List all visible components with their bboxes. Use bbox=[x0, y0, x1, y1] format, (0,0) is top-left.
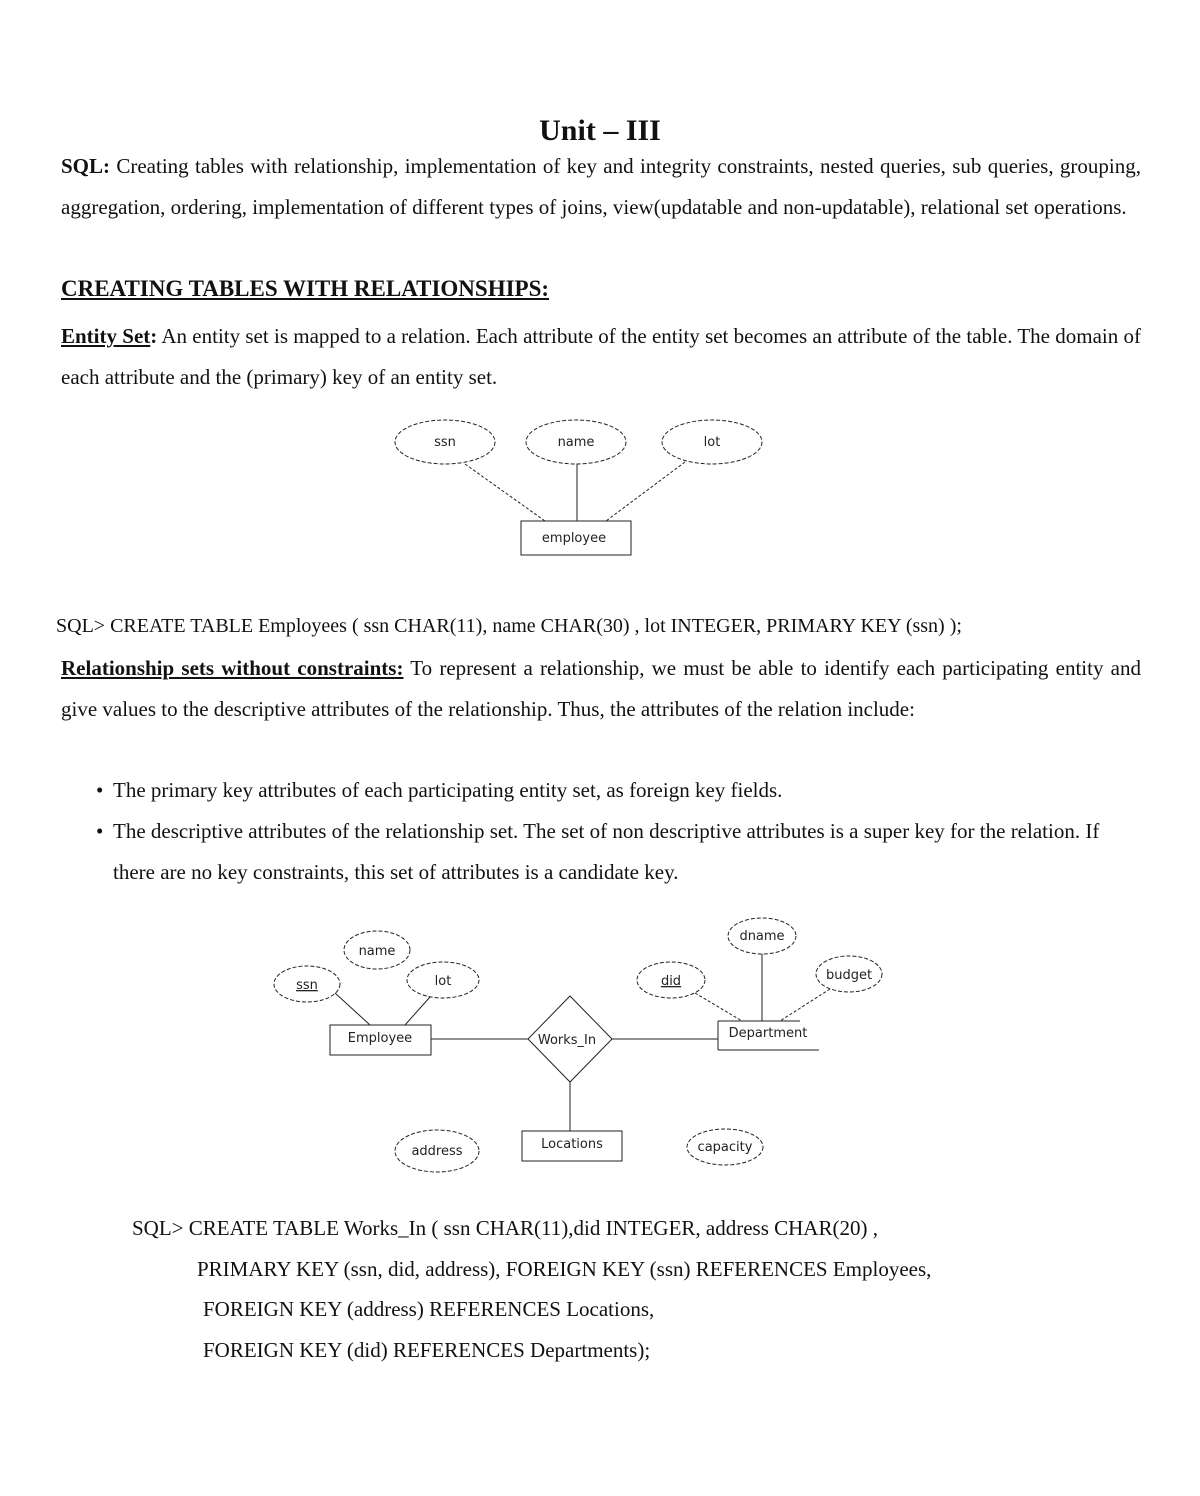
entity-set-label: Entity Set bbox=[61, 324, 151, 348]
attribute-ssn: ssn bbox=[434, 435, 456, 450]
bullet-dot: • bbox=[96, 819, 104, 843]
relationship-sets-text: To represent a relationship, we must be able to identify each participating entity and give values to the descriptive attributes of the relationship. Thus, the attributes of the relation include: bbox=[61, 656, 1141, 721]
attribute-ssn: ssn bbox=[296, 978, 318, 993]
sql-create-works-in-line-2: PRIMARY KEY (ssn, did, address), FOREIGN KEY (ssn) REFERENCES Employees, bbox=[197, 1257, 932, 1281]
connector-line bbox=[465, 464, 545, 521]
relationship-sets-label: Relationship sets without constraints: bbox=[61, 656, 404, 680]
attribute-name: name bbox=[358, 944, 396, 959]
entity-department: Department bbox=[728, 1026, 808, 1041]
bullet-text: The descriptive attributes of the relationship set. The set of non descriptive attributes is a super key for the relation. If there are no key constraints, this set of attributes is a candidate key. bbox=[113, 819, 1100, 884]
bullet-text: The primary key attributes of each participating entity set, as foreign key fields. bbox=[113, 778, 783, 802]
entity-set-text: An entity set is mapped to a relation. Each attribute of the entity set becomes an attribute of the table. The domain of each attribute and the (primary) key of an entity set. bbox=[61, 324, 1141, 389]
attribute-name: name bbox=[557, 435, 595, 450]
sql-create-works-in-line-4: FOREIGN KEY (did) REFERENCES Departments); bbox=[203, 1338, 651, 1362]
bullet-dot: • bbox=[96, 778, 104, 802]
relationship-works-in: Works_In bbox=[537, 1033, 597, 1048]
connector-line bbox=[606, 462, 685, 521]
employee-er-diagram bbox=[380, 410, 780, 570]
bullet-item bbox=[96, 811, 1141, 893]
sql-create-employees: SQL> CREATE TABLE Employees ( ssn CHAR(11), name CHAR(30) , lot INTEGER, PRIMARY KEY (ssn) ); bbox=[56, 615, 962, 637]
sql-create-works-in-line-1: SQL> CREATE TABLE Works_In ( ssn CHAR(11),did INTEGER, address CHAR(20) , bbox=[132, 1216, 878, 1240]
works-in-er-diagram bbox=[260, 905, 900, 1180]
entity-set-colon: : bbox=[150, 324, 158, 348]
relationship-sets-paragraph bbox=[61, 648, 1141, 730]
connector-line bbox=[405, 997, 430, 1025]
connector-line bbox=[335, 993, 370, 1025]
attribute-capacity: capacity bbox=[697, 1140, 753, 1155]
entity-set-paragraph bbox=[61, 316, 1141, 398]
attribute-lot: lot bbox=[434, 974, 452, 989]
intro-paragraph bbox=[61, 146, 1141, 228]
connector-line bbox=[695, 993, 742, 1021]
page-title: Unit – III bbox=[539, 114, 661, 147]
intro-text: Creating tables with relationship, implementation of key and integrity constraints, nested queries, sub queries, grouping, aggregation, ordering, implementation of different types of joins, view(updatable and non-updatable), relational set operations. bbox=[61, 154, 1141, 219]
attribute-did: did bbox=[660, 974, 682, 989]
entity-locations: Locations bbox=[541, 1137, 603, 1152]
attribute-dname: dname bbox=[739, 929, 785, 944]
sql-create-works-in-line-3: FOREIGN KEY (address) REFERENCES Locations, bbox=[203, 1297, 655, 1321]
attribute-budget: budget bbox=[825, 968, 873, 983]
attribute-address: address bbox=[411, 1144, 463, 1159]
attribute-lot: lot bbox=[703, 435, 721, 450]
bullet-item bbox=[96, 770, 1141, 811]
intro-label: SQL: bbox=[61, 154, 111, 178]
entity-employee: employee bbox=[541, 531, 607, 546]
connector-line bbox=[780, 989, 830, 1021]
section-heading: CREATING TABLES WITH RELATIONSHIPS: bbox=[61, 276, 550, 301]
entity-employee: Employee bbox=[347, 1031, 413, 1046]
